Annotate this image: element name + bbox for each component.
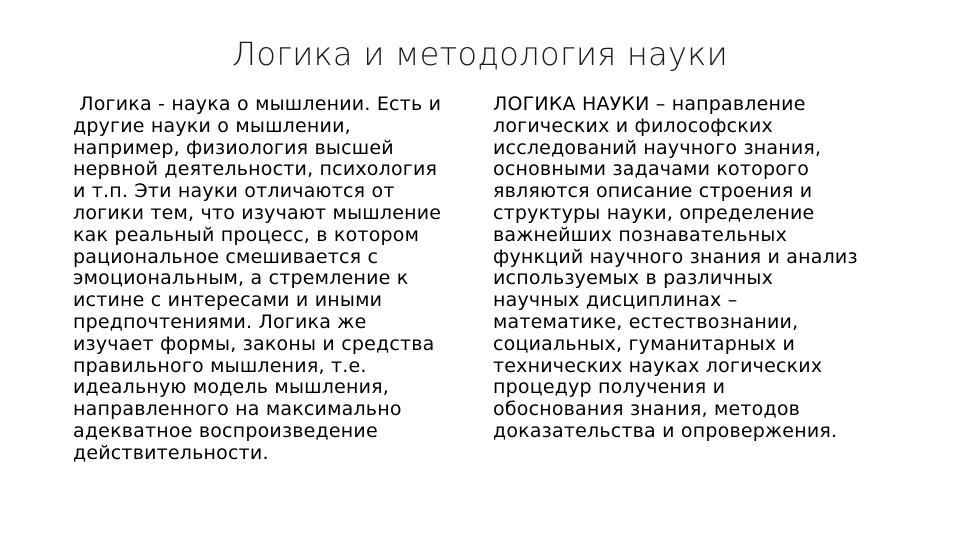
text-line: ЛОГИКА НАУКИ – направление bbox=[493, 93, 806, 115]
text-line: обоснования знания, методов bbox=[493, 398, 801, 421]
text-line: нервной деятельности, психология bbox=[73, 158, 438, 181]
text-line: важнейших познавательных bbox=[493, 223, 788, 246]
text-line: эмоциональным, а стремление к bbox=[73, 267, 409, 290]
text-line: математике, естествознании, bbox=[493, 310, 799, 333]
text-line: структуры науки, определение bbox=[493, 201, 815, 224]
text-line: используемых в различных bbox=[493, 267, 774, 290]
slide-title: Логика и методология науки bbox=[232, 35, 728, 73]
left-column-text bbox=[73, 94, 473, 465]
text-line: истине с интересами и иными bbox=[73, 289, 383, 312]
text-line: например, физиология высшей bbox=[73, 136, 394, 159]
text-line: основными задачами которого bbox=[493, 158, 810, 181]
text-line: логики тем, что изучают мышление bbox=[73, 201, 442, 224]
text-line: правильного мышления, т.е. bbox=[73, 354, 367, 377]
text-line: процедур получения и bbox=[493, 376, 726, 399]
text-line: как реальный процесс, в котором bbox=[73, 223, 420, 246]
text-line: функций научного знания и анализ bbox=[493, 245, 858, 268]
text-line: изучает формы, законы и средства bbox=[73, 332, 435, 355]
right-column-text bbox=[493, 94, 893, 443]
text-line: рациональное смешивается с bbox=[73, 245, 379, 268]
text-line: научных дисциплинах – bbox=[493, 289, 738, 312]
text-line: социальных, гуманитарных и bbox=[493, 332, 796, 355]
text-line: и т.п. Эти науки отличаются от bbox=[73, 180, 395, 203]
text-line: Логика - наука о мышлении. Есть и bbox=[73, 93, 442, 115]
text-line: исследований научного знания, bbox=[493, 136, 822, 159]
text-line: адекватное воспроизведение bbox=[73, 419, 378, 442]
text-line: технических науках логических bbox=[493, 354, 823, 377]
text-line: логических и философских bbox=[493, 114, 773, 137]
text-line: доказательства и опровержения. bbox=[493, 419, 838, 442]
text-line: предпочтениями. Логика же bbox=[73, 310, 367, 333]
text-line: являются описание строения и bbox=[493, 180, 813, 203]
text-line: идеальную модель мышления, bbox=[73, 376, 390, 399]
text-line: другие науки о мышлении, bbox=[73, 114, 351, 137]
text-line: действительности. bbox=[73, 441, 269, 464]
text-line: направленного на максимально bbox=[73, 398, 402, 421]
